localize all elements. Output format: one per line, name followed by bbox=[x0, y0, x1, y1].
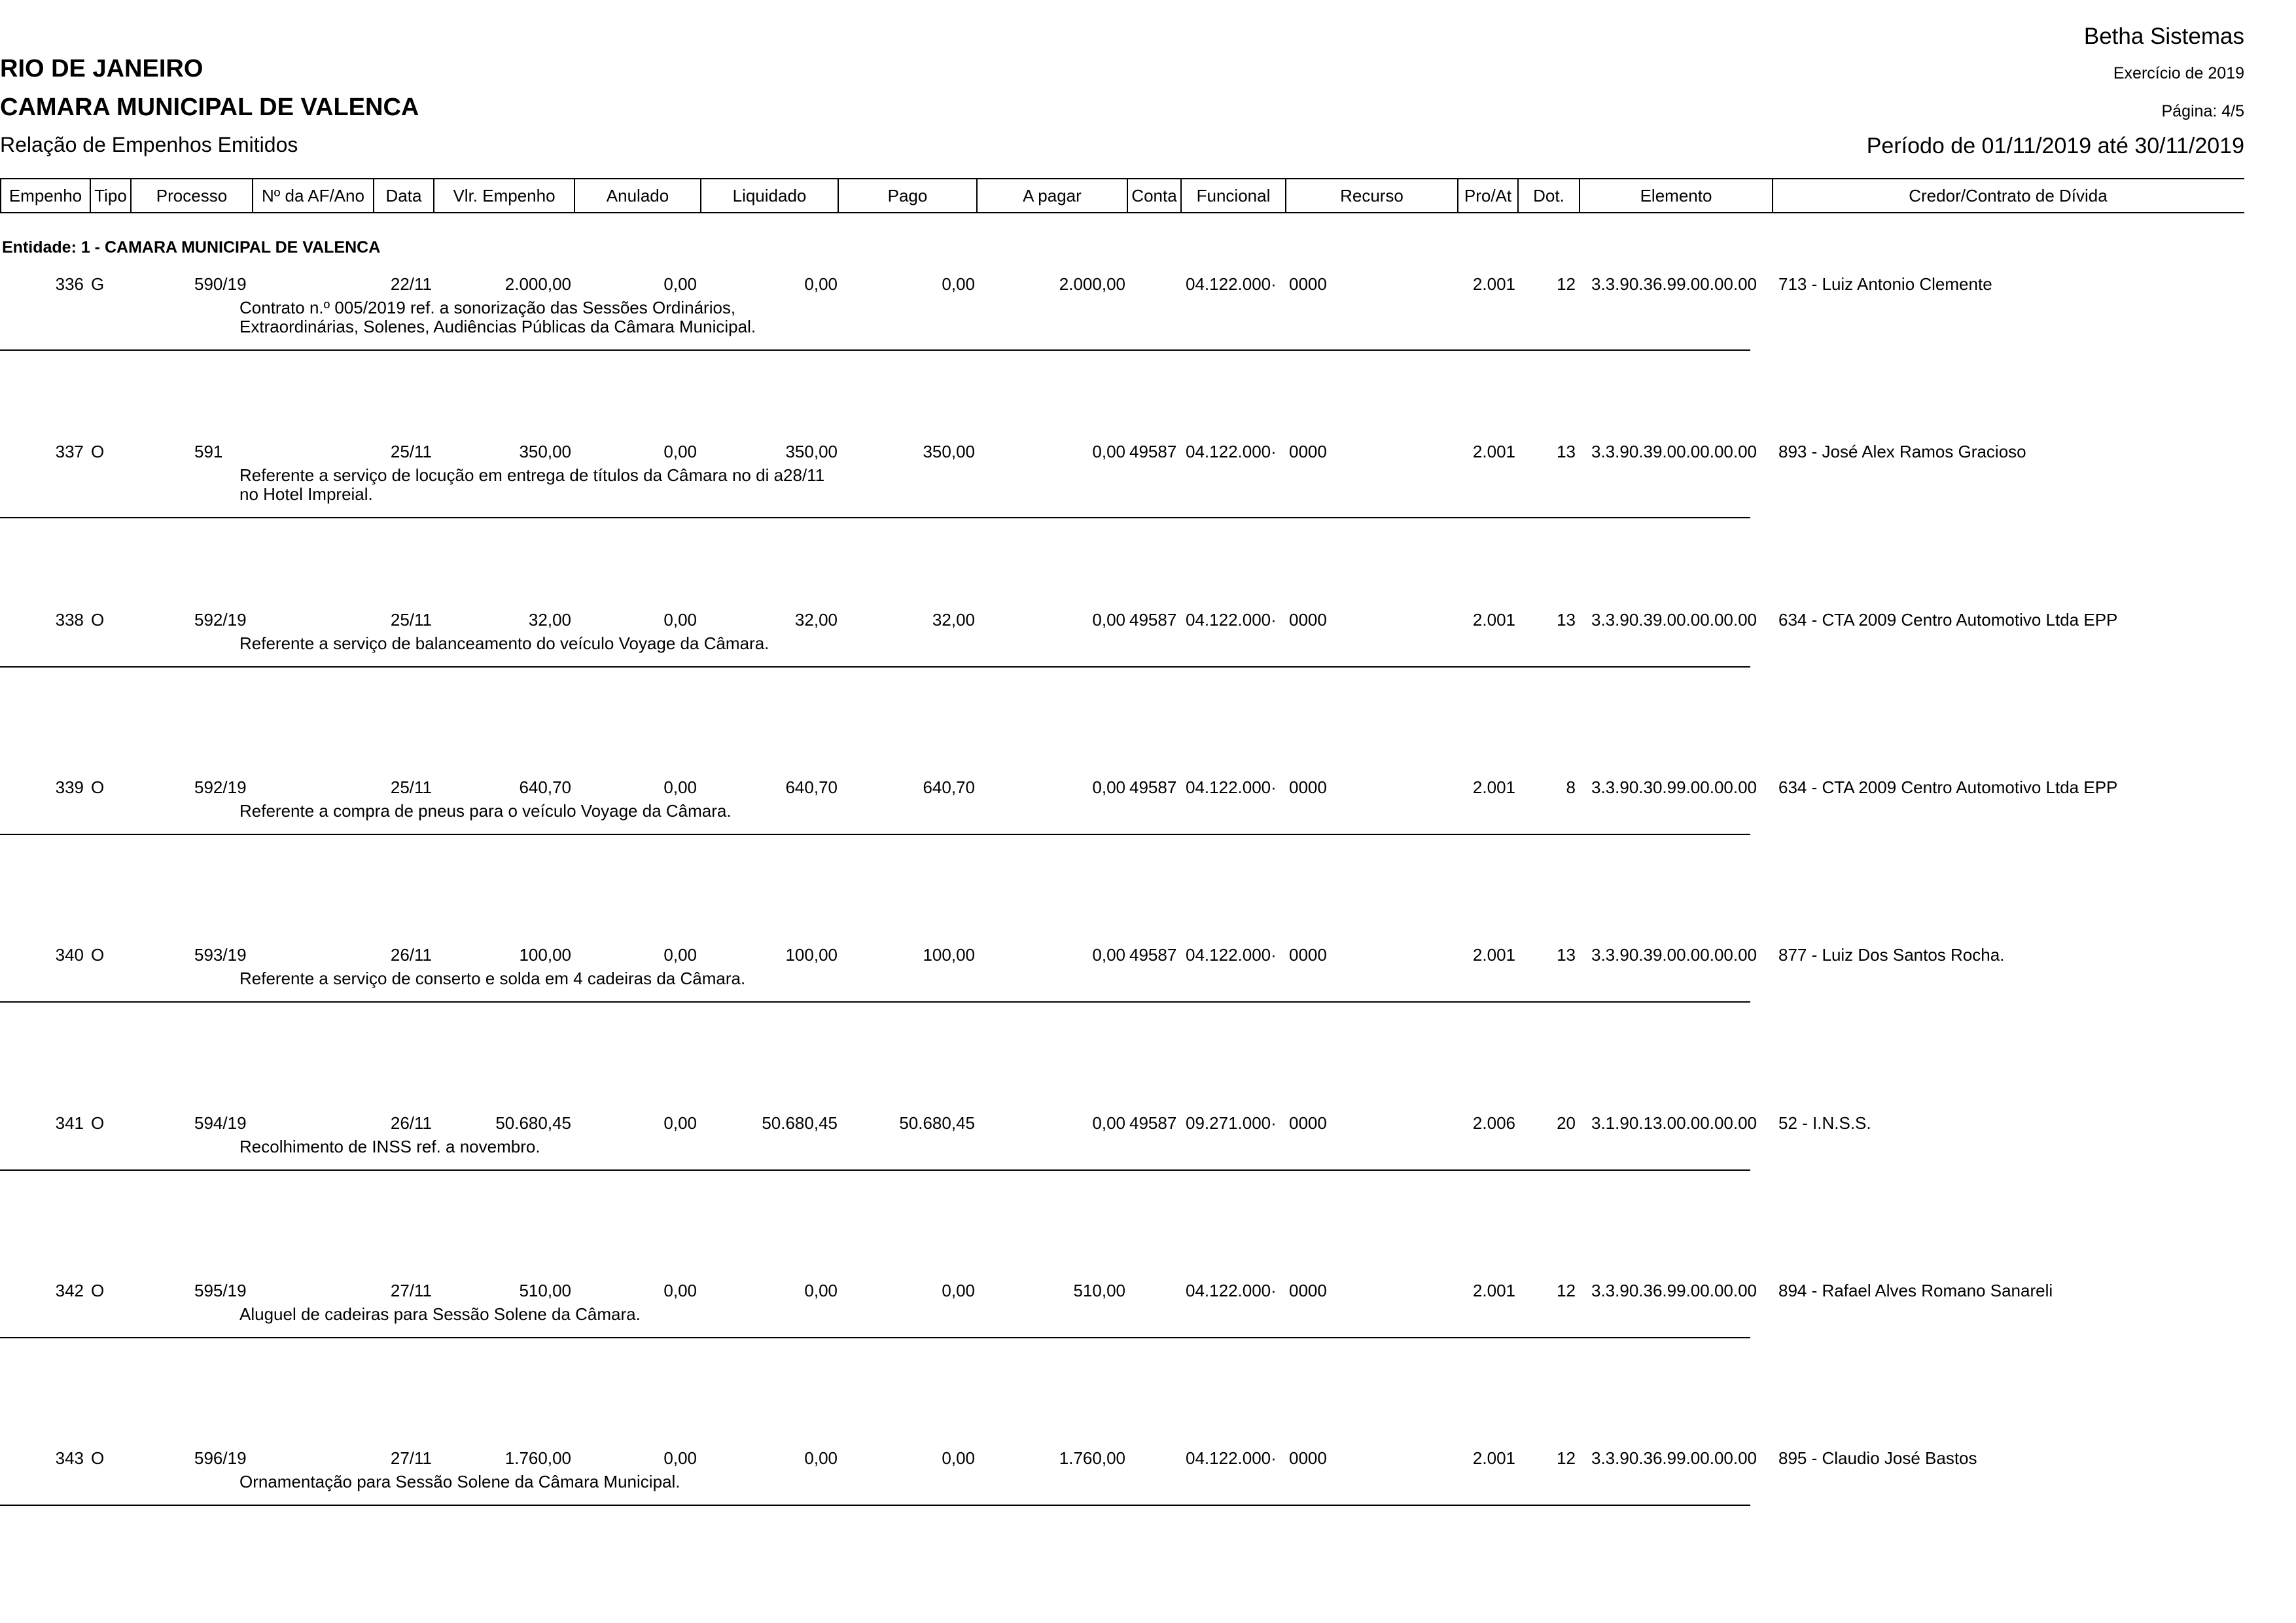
col-processo: Processo bbox=[132, 179, 253, 212]
vlr-empenho: 510,00 bbox=[519, 1281, 571, 1300]
liquidado: 32,00 bbox=[794, 610, 838, 630]
col-recurso: Recurso bbox=[1286, 179, 1458, 212]
record-row bbox=[0, 441, 2296, 533]
dot: 13 bbox=[1557, 945, 1576, 965]
processo: 592/19 bbox=[194, 610, 247, 630]
record-separator bbox=[0, 349, 1750, 351]
record-description: Contrato n.º 005/2019 ref. a sonorização das Sessões Ordinários, Extraordinárias, Solenes, Audiências Públicas da Câmara Municipal. bbox=[239, 298, 756, 336]
elemento: 3.3.90.36.99.00.00.00 bbox=[1591, 1281, 1757, 1300]
pago: 32,00 bbox=[932, 610, 975, 630]
pro-at: 2.001 bbox=[1472, 1281, 1515, 1300]
funcional: 04.122.000· bbox=[1186, 610, 1277, 630]
credor: 52 - I.N.S.S. bbox=[1778, 1113, 1871, 1133]
credor: 877 - Luiz Dos Santos Rocha. bbox=[1778, 945, 2005, 965]
record-separator bbox=[0, 1505, 1750, 1506]
vlr-empenho: 350,00 bbox=[519, 442, 571, 461]
a-pagar: 0,00 bbox=[1092, 610, 1125, 630]
record-row bbox=[0, 609, 2296, 701]
record-separator bbox=[0, 666, 1750, 668]
recurso: 0000 bbox=[1289, 1448, 1327, 1468]
exercicio-label: Exercício de 2019 bbox=[2113, 64, 2244, 82]
elemento: 3.1.90.13.00.00.00.00 bbox=[1591, 1113, 1757, 1133]
tipo: O bbox=[91, 1281, 105, 1300]
empenho-number: 342 bbox=[55, 1281, 84, 1300]
empenho-number: 336 bbox=[55, 274, 84, 294]
record-row bbox=[0, 777, 2296, 868]
col-vlr-empenho: Vlr. Empenho bbox=[434, 179, 575, 212]
data: 26/11 bbox=[390, 945, 432, 965]
record-description: Referente a compra de pneus para o veículo Voyage da Câmara. bbox=[239, 801, 732, 821]
processo: 591 bbox=[194, 442, 223, 461]
vlr-empenho: 50.680,45 bbox=[495, 1113, 571, 1133]
recurso: 0000 bbox=[1289, 274, 1327, 294]
column-header-bar bbox=[0, 178, 2244, 213]
col-conta: Conta bbox=[1128, 179, 1182, 212]
data: 25/11 bbox=[390, 777, 432, 797]
conta: 49587 bbox=[1129, 1113, 1177, 1133]
empenho-number: 340 bbox=[55, 945, 84, 965]
conta: 49587 bbox=[1129, 442, 1177, 461]
col-pro-at: Pro/At bbox=[1458, 179, 1519, 212]
record-separator bbox=[0, 1169, 1750, 1171]
col-data: Data bbox=[374, 179, 434, 212]
processo: 590/19 bbox=[194, 274, 247, 294]
record-description: Aluguel de cadeiras para Sessão Solene da Câmara. bbox=[239, 1304, 641, 1324]
anulado: 0,00 bbox=[663, 777, 697, 797]
conta: 49587 bbox=[1129, 610, 1177, 630]
col-credor: Credor/Contrato de Dívida bbox=[1909, 186, 2108, 205]
funcional: 04.122.000· bbox=[1186, 1448, 1277, 1468]
pro-at: 2.001 bbox=[1472, 274, 1515, 294]
tipo: O bbox=[91, 777, 105, 797]
processo: 594/19 bbox=[194, 1113, 247, 1133]
anulado: 0,00 bbox=[663, 1113, 697, 1133]
funcional: 04.122.000· bbox=[1186, 777, 1277, 797]
col-tipo: Tipo bbox=[91, 179, 132, 212]
processo: 592/19 bbox=[194, 777, 247, 797]
a-pagar: 2.000,00 bbox=[1059, 274, 1125, 294]
anulado: 0,00 bbox=[663, 945, 697, 965]
record-description: Referente a serviço de conserto e solda em 4 cadeiras da Câmara. bbox=[239, 969, 746, 988]
tipo: O bbox=[91, 442, 105, 461]
col-af-ano: Nº da AF/Ano bbox=[253, 179, 374, 212]
elemento: 3.3.90.36.99.00.00.00 bbox=[1591, 1448, 1757, 1468]
credor: 634 - CTA 2009 Centro Automotivo Ltda EPP bbox=[1778, 610, 2118, 630]
elemento: 3.3.90.36.99.00.00.00 bbox=[1591, 274, 1757, 294]
liquidado: 100,00 bbox=[785, 945, 838, 965]
report-period: Período de 01/11/2019 até 30/11/2019 bbox=[1866, 134, 2244, 158]
col-dot: Dot. bbox=[1519, 179, 1580, 212]
report-title: Relação de Empenhos Emitidos bbox=[0, 133, 298, 156]
data: 25/11 bbox=[390, 610, 432, 630]
recurso: 0000 bbox=[1289, 610, 1327, 630]
pago: 0,00 bbox=[942, 274, 975, 294]
vlr-empenho: 32,00 bbox=[528, 610, 571, 630]
liquidado: 0,00 bbox=[804, 1448, 838, 1468]
record-description: Recolhimento de INSS ref. a novembro. bbox=[239, 1137, 540, 1156]
record-description: Referente a serviço de balanceamento do veículo Voyage da Câmara. bbox=[239, 633, 769, 653]
pro-at: 2.001 bbox=[1472, 945, 1515, 965]
dot: 12 bbox=[1557, 274, 1576, 294]
conta: 49587 bbox=[1129, 777, 1177, 797]
record-separator bbox=[0, 834, 1750, 835]
funcional: 04.122.000· bbox=[1186, 274, 1277, 294]
credor: 893 - José Alex Ramos Gracioso bbox=[1778, 442, 2026, 461]
dot: 8 bbox=[1566, 777, 1576, 797]
tipo: G bbox=[91, 274, 105, 294]
pro-at: 2.001 bbox=[1472, 442, 1515, 461]
col-a-pagar: A pagar bbox=[978, 179, 1128, 212]
vlr-empenho: 640,70 bbox=[519, 777, 571, 797]
processo: 593/19 bbox=[194, 945, 247, 965]
col-elemento: Elemento bbox=[1580, 179, 1773, 212]
pago: 0,00 bbox=[942, 1281, 975, 1300]
empenho-number: 341 bbox=[55, 1113, 84, 1133]
pago: 100,00 bbox=[923, 945, 975, 965]
dot: 13 bbox=[1557, 610, 1576, 630]
dot: 20 bbox=[1557, 1113, 1576, 1133]
col-pago: Pago bbox=[839, 179, 978, 212]
data: 25/11 bbox=[390, 442, 432, 461]
vlr-empenho: 100,00 bbox=[519, 945, 571, 965]
pago: 350,00 bbox=[923, 442, 975, 461]
pro-at: 2.001 bbox=[1472, 610, 1515, 630]
chamber-name: CAMARA MUNICIPAL DE VALENCA bbox=[0, 94, 419, 121]
pago: 50.680,45 bbox=[899, 1113, 975, 1133]
vlr-empenho: 1.760,00 bbox=[504, 1448, 571, 1468]
elemento: 3.3.90.39.00.00.00.00 bbox=[1591, 945, 1757, 965]
conta bbox=[1129, 1448, 1182, 1469]
pago: 0,00 bbox=[942, 1448, 975, 1468]
col-empenho: Empenho bbox=[0, 179, 91, 212]
vlr-empenho: 2.000,00 bbox=[504, 274, 571, 294]
company-name: Betha Sistemas bbox=[2083, 24, 2244, 49]
record-row bbox=[0, 1448, 2296, 1539]
empenho-number: 339 bbox=[55, 777, 84, 797]
conta: 49587 bbox=[1129, 945, 1177, 965]
pro-at: 2.001 bbox=[1472, 777, 1515, 797]
record-row bbox=[0, 1113, 2296, 1204]
record-separator bbox=[0, 517, 1750, 518]
credor: 634 - CTA 2009 Centro Automotivo Ltda EPP bbox=[1778, 777, 2118, 797]
tipo: O bbox=[91, 610, 105, 630]
recurso: 0000 bbox=[1289, 1113, 1327, 1133]
data: 22/11 bbox=[390, 274, 432, 294]
record-row bbox=[0, 1280, 2296, 1372]
funcional: 04.122.000· bbox=[1186, 945, 1277, 965]
anulado: 0,00 bbox=[663, 274, 697, 294]
recurso: 0000 bbox=[1289, 777, 1327, 797]
a-pagar: 510,00 bbox=[1073, 1281, 1125, 1300]
liquidado: 0,00 bbox=[804, 1281, 838, 1300]
data: 27/11 bbox=[390, 1281, 432, 1300]
credor: 894 - Rafael Alves Romano Sanareli bbox=[1778, 1281, 2053, 1300]
empenho-number: 343 bbox=[55, 1448, 84, 1468]
funcional: 09.271.000· bbox=[1186, 1113, 1277, 1133]
record-separator bbox=[0, 1337, 1750, 1338]
recurso: 0000 bbox=[1289, 945, 1327, 965]
dot: 12 bbox=[1557, 1448, 1576, 1468]
pago: 640,70 bbox=[923, 777, 975, 797]
tipo: O bbox=[91, 1113, 105, 1133]
liquidado: 0,00 bbox=[804, 274, 838, 294]
credor: 895 - Claudio José Bastos bbox=[1778, 1448, 1977, 1468]
a-pagar: 0,00 bbox=[1092, 442, 1125, 461]
funcional: 04.122.000· bbox=[1186, 1281, 1277, 1300]
liquidado: 640,70 bbox=[785, 777, 838, 797]
recurso: 0000 bbox=[1289, 1281, 1327, 1300]
conta bbox=[1129, 1280, 1182, 1301]
data: 27/11 bbox=[390, 1448, 432, 1468]
empenho-number: 337 bbox=[55, 442, 84, 461]
page-number: Página: 4/5 bbox=[2161, 102, 2244, 120]
record-row bbox=[0, 944, 2296, 1036]
liquidado: 350,00 bbox=[785, 442, 838, 461]
a-pagar: 0,00 bbox=[1092, 1113, 1125, 1133]
a-pagar: 0,00 bbox=[1092, 945, 1125, 965]
record-row bbox=[0, 274, 2296, 365]
record-description: Ornamentação para Sessão Solene da Câmara Municipal. bbox=[239, 1472, 680, 1491]
col-liquidado: Liquidado bbox=[701, 179, 839, 212]
tipo: O bbox=[91, 1448, 105, 1468]
dot: 12 bbox=[1557, 1281, 1576, 1300]
col-anulado: Anulado bbox=[575, 179, 701, 212]
record-separator bbox=[0, 1001, 1750, 1003]
empenho-number: 338 bbox=[55, 610, 84, 630]
processo: 596/19 bbox=[194, 1448, 247, 1468]
recurso: 0000 bbox=[1289, 442, 1327, 461]
elemento: 3.3.90.39.00.00.00.00 bbox=[1591, 610, 1757, 630]
credor: 713 - Luiz Antonio Clemente bbox=[1778, 274, 1992, 294]
col-funcional: Funcional bbox=[1182, 179, 1286, 212]
tipo: O bbox=[91, 945, 105, 965]
pro-at: 2.001 bbox=[1472, 1448, 1515, 1468]
a-pagar: 0,00 bbox=[1092, 777, 1125, 797]
elemento: 3.3.90.39.00.00.00.00 bbox=[1591, 442, 1757, 461]
conta bbox=[1129, 274, 1182, 294]
anulado: 0,00 bbox=[663, 442, 697, 461]
entity-label: Entidade: 1 - CAMARA MUNICIPAL DE VALENCA bbox=[2, 238, 381, 257]
city-name: RIO DE JANEIRO bbox=[0, 55, 203, 82]
processo: 595/19 bbox=[194, 1281, 247, 1300]
elemento: 3.3.90.30.99.00.00.00 bbox=[1591, 777, 1757, 797]
anulado: 0,00 bbox=[663, 1281, 697, 1300]
liquidado: 50.680,45 bbox=[762, 1113, 838, 1133]
pro-at: 2.006 bbox=[1472, 1113, 1515, 1133]
dot: 13 bbox=[1557, 442, 1576, 461]
record-description: Referente a serviço de locução em entrega de títulos da Câmara no di a28/11 no Hotel Impreial. bbox=[239, 465, 825, 504]
anulado: 0,00 bbox=[663, 610, 697, 630]
data: 26/11 bbox=[390, 1113, 432, 1133]
a-pagar: 1.760,00 bbox=[1059, 1448, 1125, 1468]
funcional: 04.122.000· bbox=[1186, 442, 1277, 461]
anulado: 0,00 bbox=[663, 1448, 697, 1468]
